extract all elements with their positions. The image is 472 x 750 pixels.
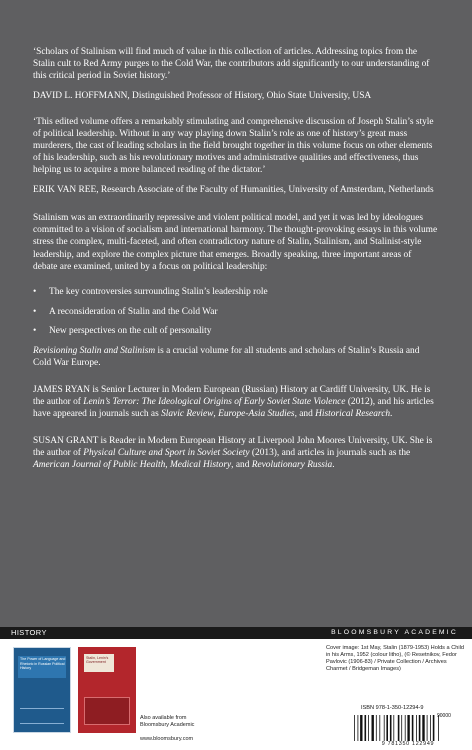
bottom-panel: [0, 639, 472, 750]
bullet-list: [33, 286, 438, 337]
endorsement-attribution: DAVID L. HOFFMANN, Distinguished Professor of History, Ohio State University, USA: [33, 90, 372, 101]
bullet-item: [33, 325, 438, 337]
bullet-icon: •: [33, 287, 37, 298]
barcode-digits: 9 781350 122949: [381, 741, 435, 747]
website-link[interactable]: www.bloomsbury.com: [140, 736, 194, 742]
related-book-cover: [13, 647, 71, 733]
bullet-text: The key controversies surrounding Stalin’s leadership role: [49, 287, 268, 298]
endorsement-attribution: ERIK VAN REE, Research Associate of the Faculty of Humanities, University of Amsterdam, Netherlands: [33, 184, 434, 195]
author-bio-ryan: JAMES RYAN is Senior Lecturer in Modern European (Russian) History at Cardiff University, UK. He is the author of Lenin’s Terror: The Ideological Origins of Early Soviet State Violence (2012), and his articles have appeared in journals such as Slavic Review, Europe-Asia Studies, and Historical Research.: [33, 384, 434, 420]
revisioning-paragraph: Revisioning Stalin and Stalinism is a crucial volume for all students and scholars of Stalin’s Russia and Cold War Europe.: [33, 346, 420, 369]
author-bio-grant: SUSAN GRANT is Reader in Modern European History at Liverpool John Moores University, UK. She is the author of Physical Culture and Sport in Soviet Society (2013), and articles in journals such as the American Journal of Public Health, Medical History, and Revolutionary Russia.: [33, 435, 433, 471]
intro-paragraph: Stalinism was an extraordinarily repressive and violent political model, and yet it was led by ideologues committed to a vision of socialism and international harmony. The thought-provoking essays in this volume stress the complex, multi-faceted, and often contradictory nature of Stalin, Stalinism, and Stalinist-style leadership, and explore the complex picture that emerges. Broadly speaking, three important areas of debate are examined, united by a focus on political leadership:: [33, 212, 438, 272]
book-title: Revisioning Stalin and Stalinism: [33, 346, 156, 357]
related-book-title: Stalin, Lenin’s Government: [86, 656, 109, 665]
bullet-icon: •: [33, 326, 37, 337]
bullet-text: A reconsideration of Stalin and the Cold War: [49, 306, 218, 317]
back-cover-text: [33, 46, 438, 471]
endorsement-quote: ‘Scholars of Stalinism will find much of value in this collection of articles. Addressing topics from the Stalin cult to Red Army purges to the Cold War, the contributors add significantly to our understanding of this critical period in Soviet history.’: [33, 47, 430, 82]
bullet-icon: •: [33, 306, 37, 317]
bullet-text: New perspectives on the cult of personality: [49, 326, 212, 337]
bullet-item: [33, 286, 438, 298]
endorsement-quote: ‘This edited volume offers a remarkably stimulating and comprehensive discussion of Joseph Stalin’s style of political leadership. Without in any way playing down Stalin’s role as one of history’s great mass murderers, the cast of leading scholars in the field brought together in this volume focus on other elements of his leadership, such as his revolutionary motives and administrative qualities and effectiveness, thus helping us to acquire a more balanced reading of the dictator.’: [33, 116, 434, 176]
related-book-cover: [78, 647, 136, 733]
bullet-item: [33, 306, 438, 318]
also-available-text: Also available from Bloomsbury Academic: [140, 715, 195, 728]
cover-image-credit: Cover image: 1st May, Stalin (1879-1953) Holds a Child in his Arms, 1952 (colour litho), (© Resetnikov, Fedor Pavlovic (1906-83) / Private Collection / Archives Charmet / Bridgeman Images): [326, 645, 464, 673]
isbn-label: ISBN 978-1-350-12294-9: [361, 705, 424, 711]
price-code: 90000: [437, 713, 451, 719]
related-book-title: The Power of Language and Rhetoric in Russian Political History: [20, 657, 66, 671]
category-label: HISTORY: [11, 628, 47, 637]
barcode-icon: [352, 715, 464, 741]
publisher-label: BLOOMSBURY ACADEMIC: [331, 628, 458, 636]
category-strip: [0, 627, 472, 639]
